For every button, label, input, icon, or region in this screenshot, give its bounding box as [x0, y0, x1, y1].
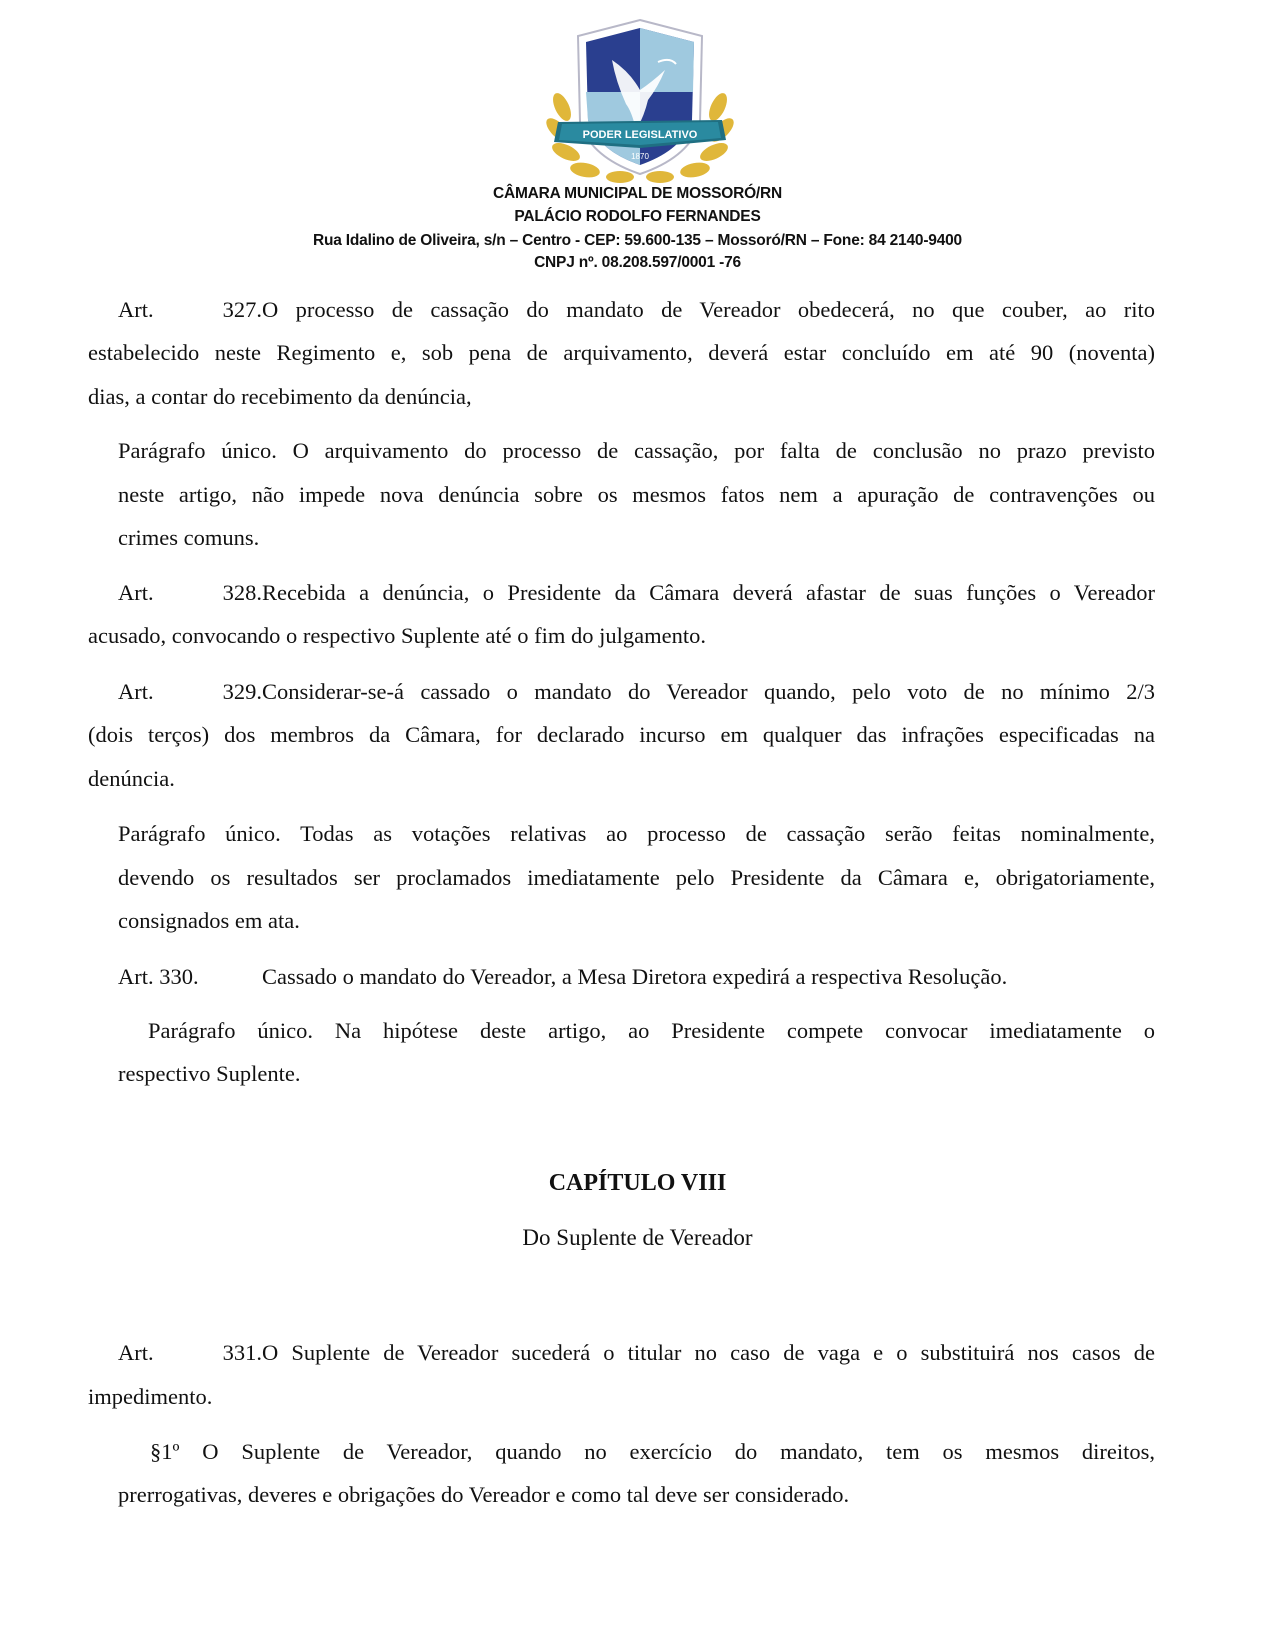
cnpj: CNPJ nº. 08.208.597/0001 -76 — [534, 254, 741, 271]
article-number: Art. 330. — [118, 964, 199, 989]
article-number: Art. 331. — [118, 1340, 262, 1365]
article-329-line-1: Art. 329.Considerar-se-á cassado o mandato do Vereador quando, pelo voto de no mínimo 2/3 — [118, 670, 1155, 714]
article-327-body: estabelecido neste Regimento e, sob pena de arquivamento, deverá estar concluído em até 90 (noventa) dias, a contar do recebimento da denúncia, — [88, 340, 1155, 409]
article-number: Art. 327. — [118, 297, 262, 322]
chapter-subtitle: Do Suplente de Vereador — [522, 1225, 753, 1250]
article-327-line-1: Art. 327.O processo de cassação do mandato de Vereador obedecerá, no que couber, ao rito — [118, 288, 1155, 332]
shield-dove-icon — [540, 12, 740, 184]
article-331-line-1: Art. 331.O Suplente de Vereador sucederá o titular no caso de vaga e o substituirá nos casos de — [118, 1331, 1155, 1375]
article-328-body: acusado, convocando o respectivo Suplente até o fim do julgamento. — [88, 623, 706, 648]
institution-name: CÂMARA MUNICIPAL DE MOSSORÓ/RN — [492, 185, 783, 202]
article-331-paragraph-1-line-1: §1º O Suplente de Vereador, quando no exercício do mandato, tem os mesmos direitos, — [150, 1439, 1155, 1464]
article-329-paragraph: Parágrafo único. Todas as votações relativas ao processo de cassação serão feitas nominalmente, devendo os resultados ser proclamados imediatamente pelo Presidente da Câmara e, obrigatoriamente, consignados em ata. — [118, 821, 1155, 933]
article-number: Art. 328. — [118, 580, 262, 605]
address: Rua Idalino de Oliveira, s/n – Centro - CEP: 59.600-135 – Mossoró/RN – Fone: 84 2140-9400 — [313, 232, 962, 249]
palace-name: PALÁCIO RODOLFO FERNANDES — [514, 208, 761, 225]
svg-text:1870: 1870 — [631, 152, 649, 161]
chapter-title: CAPÍTULO VIII — [548, 1170, 727, 1196]
article-330-line-1: Art. 330. Cassado o mandato do Vereador, a Mesa Diretora expedirá a respectiva Resolução. — [118, 955, 1155, 999]
article-number: Art. 329. — [118, 679, 262, 704]
article-330-paragraph-line-2: respectivo Suplente. — [118, 1061, 301, 1086]
article-327-paragraph: Parágrafo único. O arquivamento do processo de cassação, por falta de conclusão no prazo previsto neste artigo, não impede nova denúncia sobre os mesmos fatos nem a apuração de contravenções ou crimes comuns. — [118, 438, 1155, 550]
banner-text: PODER LEGISLATIVO — [582, 129, 698, 141]
article-329-body: (dois terços) dos membros da Câmara, for declarado incurso em qualquer das infrações especificadas na denúncia. — [88, 722, 1155, 791]
article-331-paragraph-1-line-2: prerrogativas, deveres e obrigações do Vereador e como tal deve ser considerado. — [118, 1482, 850, 1507]
article-328-line-1: Art. 328.Recebida a denúncia, o Presidente da Câmara deverá afastar de suas funções o Vereador — [118, 571, 1155, 615]
article-331-body: impedimento. — [88, 1384, 213, 1409]
article-330-paragraph-line-1: Parágrafo único. Na hipótese deste artigo, ao Presidente compete convocar imediatamente o — [148, 1018, 1155, 1043]
coat-of-arms-logo — [540, 12, 740, 184]
